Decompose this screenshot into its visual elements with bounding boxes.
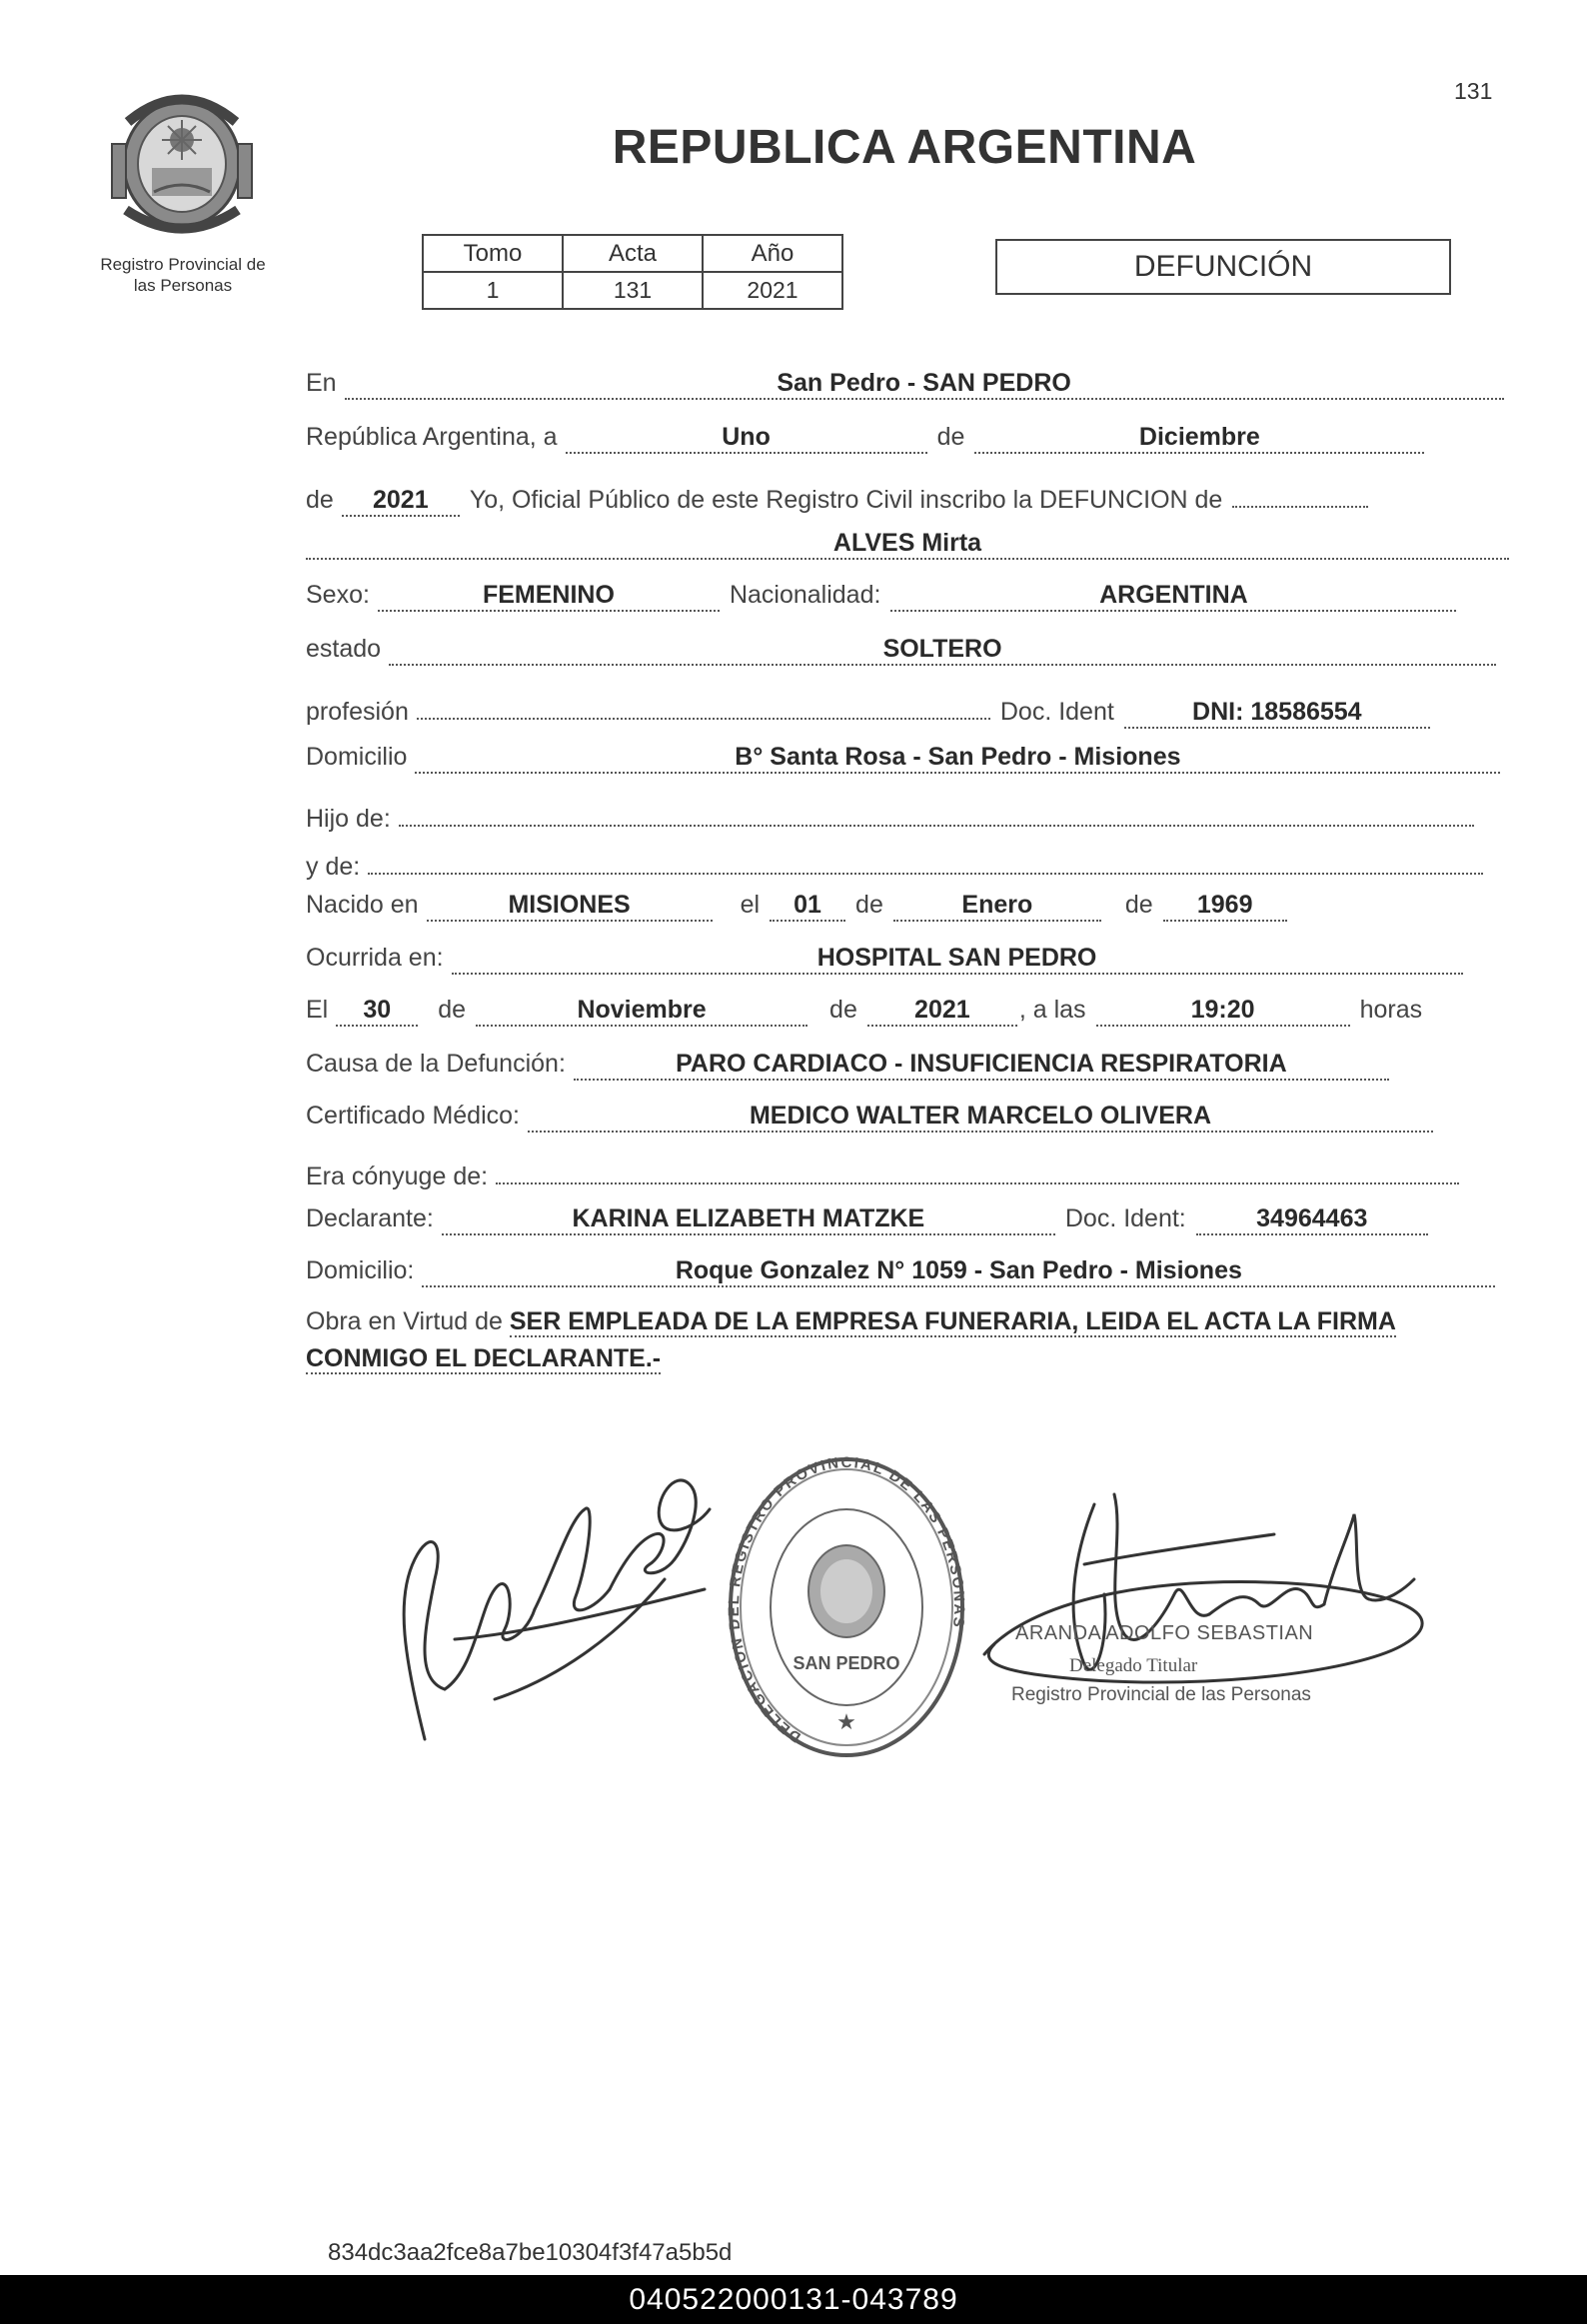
- hijo-label: Hijo de:: [306, 805, 391, 833]
- tomo-header: Tomo: [423, 235, 563, 272]
- line-declarant: [306, 1203, 1428, 1235]
- line-occurred-at: [306, 943, 1463, 975]
- certificado-value: MEDICO WALTER MARCELO OLIVERA: [528, 1101, 1433, 1133]
- document-type-box: DEFUNCIÓN: [995, 239, 1451, 295]
- svg-text:★: ★: [836, 1709, 856, 1734]
- reference-table: [422, 234, 843, 310]
- birth-day-value: 01: [770, 890, 845, 922]
- line-address: [306, 742, 1500, 774]
- death-year-value: 2021: [867, 995, 1017, 1027]
- line-date: [306, 422, 1424, 454]
- page-number: 131: [1454, 78, 1493, 104]
- line-sex-nationality: [306, 580, 1456, 612]
- registry-label: Registro Provincial de las Personas: [100, 255, 266, 295]
- document-title: REPUBLICA ARGENTINA: [612, 121, 1197, 174]
- domicilio2-label: Domicilio:: [306, 1256, 415, 1284]
- sexo-label: Sexo:: [306, 581, 370, 609]
- nacido-label: Nacido en: [306, 891, 419, 919]
- death-month-value: Noviembre: [476, 995, 807, 1027]
- profesion-label: profesión: [306, 698, 409, 726]
- nacionalidad-label: Nacionalidad:: [729, 581, 881, 609]
- doc-label: Doc. Ident: [999, 698, 1114, 726]
- obra-label: Obra en Virtud de: [306, 1307, 503, 1335]
- svg-text:SAN PEDRO: SAN PEDRO: [793, 1653, 900, 1673]
- line-civil-status: [306, 634, 1496, 666]
- official-name: ARANDA ADOLFO SEBASTIAN: [1015, 1622, 1314, 1644]
- de-label: de: [855, 891, 883, 919]
- line-death-date: [306, 995, 1432, 1027]
- causa-value: PARO CARDIACO - INSUFICIENCIA RESPIRATORIA: [574, 1049, 1389, 1081]
- de-label: de: [936, 423, 965, 451]
- birth-month-value: Enero: [893, 890, 1101, 922]
- line-year: [306, 476, 1368, 517]
- line-spouse: [306, 1153, 1459, 1191]
- line-parent2: [306, 843, 1483, 882]
- month-text-value: Diciembre: [974, 422, 1424, 454]
- official-role: Delegado Titular: [1069, 1655, 1198, 1676]
- anio-header: Año: [703, 235, 842, 272]
- yde-value: [368, 843, 1483, 875]
- de-label: de: [306, 486, 334, 514]
- doc-value: DNI: 18586554: [1124, 697, 1430, 729]
- causa-label: Causa de la Defunción:: [306, 1050, 566, 1078]
- line-profession-doc: [306, 688, 1430, 729]
- domicilio2-value: Roque Gonzalez N° 1059 - San Pedro - Misiones: [422, 1255, 1495, 1287]
- line-cause: [306, 1049, 1389, 1081]
- svg-text:DELEGACION DEL REGISTRO PROVIN: DELEGACION DEL REGISTRO PROVINCIAL DE LAS PERSONAS: [725, 1453, 968, 1746]
- el-label: El: [306, 996, 329, 1024]
- day-text-value: Uno: [566, 422, 927, 454]
- barcode-number-bar: 040522000131-043789: [0, 2275, 1587, 2324]
- declarante-value: KARINA ELIZABETH MATZKE: [442, 1203, 1055, 1235]
- obra-paragraph: [306, 1303, 1505, 1377]
- document-hash: 834dc3aa2fce8a7be10304f3f47a5b5d: [328, 2239, 733, 2266]
- domicilio-label: Domicilio: [306, 743, 408, 771]
- line-parent1: [306, 795, 1474, 834]
- el-label: el: [740, 891, 761, 919]
- declarant-signature: [385, 1439, 715, 1759]
- acta-value: 131: [563, 272, 703, 309]
- de-label: de: [829, 996, 857, 1024]
- doc2-label: Doc. Ident:: [1064, 1204, 1186, 1232]
- year-value: 2021: [342, 485, 460, 517]
- deceased-name-value: ALVES Mirta: [306, 528, 1509, 560]
- profesion-value: [417, 688, 990, 720]
- line-medical-cert: [306, 1101, 1433, 1133]
- provincial-crest-logo: [108, 82, 256, 240]
- doc2-value: 34964463: [1196, 1203, 1428, 1235]
- declarante-label: Declarante:: [306, 1204, 434, 1232]
- certificado-label: Certificado Médico:: [306, 1102, 520, 1130]
- ocurrida-label: Ocurrida en:: [306, 944, 444, 972]
- official-org: Registro Provincial de las Personas: [1011, 1684, 1311, 1705]
- ocurrida-value: HOSPITAL SAN PEDRO: [452, 943, 1463, 975]
- conyuge-label: Era cónyuge de:: [306, 1162, 489, 1190]
- republica-label: República Argentina, a: [306, 423, 558, 451]
- conyuge-value: [496, 1153, 1459, 1184]
- sexo-value: FEMENINO: [378, 580, 720, 612]
- official-seal: [724, 1451, 969, 1763]
- yde-label: y de:: [306, 853, 361, 881]
- hijo-value: [399, 795, 1474, 827]
- line-place: [306, 368, 1504, 400]
- en-label: En: [306, 369, 337, 397]
- death-time-value: 19:20: [1096, 995, 1350, 1027]
- obra-value: SER EMPLEADA DE LA EMPRESA FUNERARIA, LEIDA EL ACTA LA FIRMA CONMIGO EL DECLARANTE.-: [306, 1307, 1396, 1372]
- tomo-value: 1: [423, 272, 563, 309]
- anio-value: 2021: [703, 272, 842, 309]
- de-label: de: [438, 996, 467, 1024]
- nacionalidad-value: ARGENTINA: [890, 580, 1456, 612]
- birth-year-value: 1969: [1163, 890, 1287, 922]
- line-declarant-address: [306, 1255, 1495, 1287]
- estado-value: SOLTERO: [389, 634, 1496, 666]
- alas-label: , a las: [1018, 996, 1086, 1024]
- statement-text: Yo, Oficial Público de este Registro Civil inscribo la DEFUNCION de: [469, 486, 1223, 514]
- death-day-value: 30: [336, 995, 418, 1027]
- horas-label: horas: [1359, 996, 1423, 1024]
- estado-label: estado: [306, 635, 382, 663]
- statement-trailing-blank: [1232, 476, 1368, 508]
- acta-header: Acta: [563, 235, 703, 272]
- nacido-en-value: MISIONES: [427, 890, 713, 922]
- de-label: de: [1124, 891, 1153, 919]
- line-birth: [306, 890, 1287, 922]
- line-deceased: [306, 528, 1509, 560]
- domicilio-value: B° Santa Rosa - San Pedro - Misiones: [415, 742, 1500, 774]
- place-value: San Pedro - SAN PEDRO: [345, 368, 1504, 400]
